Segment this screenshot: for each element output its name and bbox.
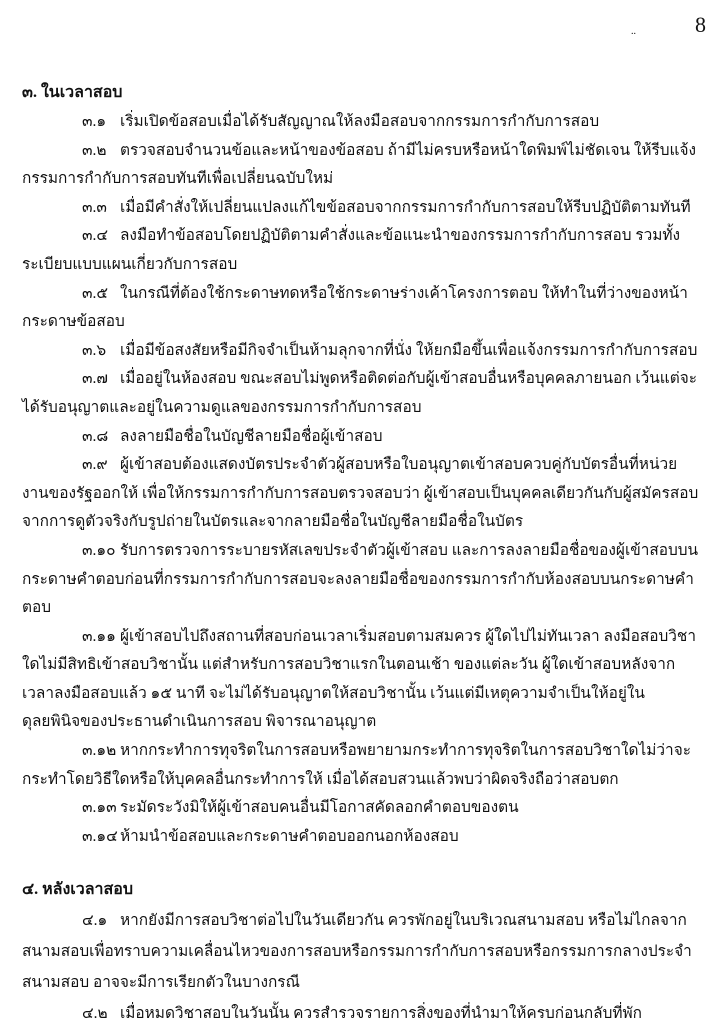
item-number: ๓.๓ [82,198,107,216]
item-number: ๓.๑ [82,113,107,130]
list-item [22,998,702,1029]
list-item [22,451,702,537]
list-item [22,337,702,366]
item-text: ผู้เข้าสอบไปถึงสถานที่สอบก่อนเวลาเริ่มสอบตามสมควร ผู้ใดไปไม่ทันเวลา ลงมือสอบวิชาใดไม่มีสิทธิเข้าสอบวิชานั้น แต่สำหรับการสอบวิชาแรกในตอนเช้า ของแต่ละวัน ผู้ใดเข้าสอบหลังจากเวลาลงมือสอบแล้ว ๑๕ นาที จะไม่ได้รับอนุญาตให้สอบวิชานั้น เว้นแต่มีเหตุความจำเป็นให้อยู่ในดุลยพินิจของประธานดำเนินการสอบ พิจารณาอนุญาต [22,627,697,731]
section-heading: ๓. ในเวลาสอบ [22,84,123,101]
item-text: เมื่อมีข้อสงสัยหรือมีกิจจำเป็นห้ามลุกจากที่นั่ง ให้ยกมือขึ้นเพื่อแจ้งกรรมการกำกับการสอบ [120,341,698,359]
document-body [22,80,702,1029]
item-text: ลงมือทำข้อสอบโดยปฏิบัติตามคำสั่งและข้อแนะนำของกรรมการกำกับการสอบ รวมทั้งระเบียบแบบแผนเกี่ยวกับการสอบ [22,227,681,273]
item-text: ระมัดระวังมิให้ผู้เข้าสอบคนอื่นมีโอกาสคัดลอกคำตอบของตน [120,799,519,817]
item-text: เมื่อมีคำสั่งให้เปลี่ยนแปลงแก้ไขข้อสอบจากกรรมการกำกับการสอบให้รีบปฏิบัติตามทันที [120,198,691,216]
list-item [22,737,702,794]
section-after-exam [22,877,702,1029]
item-text: ลงลายมือชื่อในบัญชีลายมือชื่อผู้เข้าสอบ [120,427,383,445]
item-text: หากกระทำการทุจริตในการสอบหรือพยายามกระทำการทุจริตในการสอบวิชาใดไม่ว่าจะกระทำโดยวิธีใดหรือให้บุคคลอื่นกระทำการให้ เมื่อได้สอบสวนแล้วพบว่าผิดจริงถือว่าสอบตก [22,742,691,788]
item-text: ห้ามนำข้อสอบและกระดาษคำตอบออกนอกห้องสอบ [120,827,459,845]
item-number: ๓.๔ [82,227,109,245]
list-item [22,137,702,194]
item-text: เมื่ออยู่ในห้องสอบ ขณะสอบไม่พูดหรือติดต่อกับผู้เข้าสอบอื่นหรือบุคคลภายนอก เว้นแต่จะได้รับอนุญาตและอยู่ในความดูแลของกรรมการกำกับการสอบ [22,370,697,416]
section-heading: ๔. หลังเวลาสอบ [22,881,134,899]
item-number: ๔.๑ [82,912,108,930]
list-item [22,365,702,422]
item-number: ๓.๙ [82,456,108,474]
item-number: ๓.๑๑ [82,627,116,645]
page-number: 8 [695,12,706,37]
item-text: ผู้เข้าสอบต้องแสดงบัตรประจำตัวผู้สอบหรือใบอนุญาตเข้าสอบควบคู่กับบัตรอื่นที่หน่วยงานของรัฐออกให้ เพื่อให้กรรมการกำกับการสอบตรวจสอบว่า ผู้เข้าสอบเป็นบุคคลเดียวกันกับผู้สมัครสอบ จากการดูตัวจริงกับรูปถ่ายในบัตรและจากลายมือชื่อในบัญชีลายมือชื่อในบัตร [22,456,699,531]
list-item [22,623,702,737]
section-during-exam [22,80,702,851]
item-text: ในกรณีที่ต้องใช้กระดาษทดหรือใช้กระดาษร่างเค้าโครงการตอบ ให้ทำในที่ว่างของหน้ากระดาษข้อสอบ [22,284,688,331]
item-number: ๓.๕ [82,284,109,302]
item-text: ตรวจสอบจำนวนข้อและหน้าของข้อสอบ ถ้ามีไม่ครบหรือหน้าใดพิมพ์ไม่ชัดเจน ให้รีบแจ้งกรรมการกำกับการสอบทันทีเพื่อเปลี่ยนฉบับใหม่ [22,141,697,188]
item-number: ๓.๘ [82,427,109,445]
item-number: ๓.๖ [82,341,107,359]
item-number: ๓.๗ [82,370,108,388]
list-item [22,280,702,337]
item-number: ๓.๑๐ [82,541,116,559]
list-item [22,794,702,823]
list-item [22,108,702,137]
corner-mark: .. [631,26,636,37]
list-item [22,423,702,452]
item-number: ๓.๑๔ [82,827,118,845]
item-number: ๓.๑๒ [82,742,117,760]
list-item [22,222,702,279]
item-number: ๓.๑๓ [82,799,117,817]
item-text: หากยังมีการสอบวิชาต่อไปในวันเดียวกัน ควรพักอยู่ในบริเวณสนามสอบ หรือไม่ไกลจากสนามสอบเพื่อทราบความเคลื่อนไหวของการสอบหรือกรรมการกำกับการสอบหรือกรรมการกลางประจำสนามสอบ อาจจะมีการเรียกตัวในบางกรณี [22,912,692,992]
item-text: เมื่อหมดวิชาสอบในวันนั้น ควรสำรวจรายการสิ่งของที่นำมาให้ครบก่อนกลับที่พัก [120,1005,642,1023]
item-text: รับการตรวจการระบายรหัสเลขประจำตัวผู้เข้าสอบ และการลงลายมือชื่อของผู้เข้าสอบบนกระดาษคำตอบก่อนที่กรรมการกำกับการสอบจะลงลายมือชื่อของกรรมการกำกับห้องสอบบนกระดาษคำตอบ [22,541,699,617]
item-number: ๔.๒ [82,1005,108,1023]
list-item [22,537,702,623]
item-number: ๓.๒ [82,141,107,159]
list-item [22,194,702,223]
list-item [22,823,702,852]
list-item [22,905,702,998]
item-text: เริ่มเปิดข้อสอบเมื่อได้รับสัญญาณให้ลงมือสอบจากกรรมการกำกับการสอบ [120,113,600,130]
